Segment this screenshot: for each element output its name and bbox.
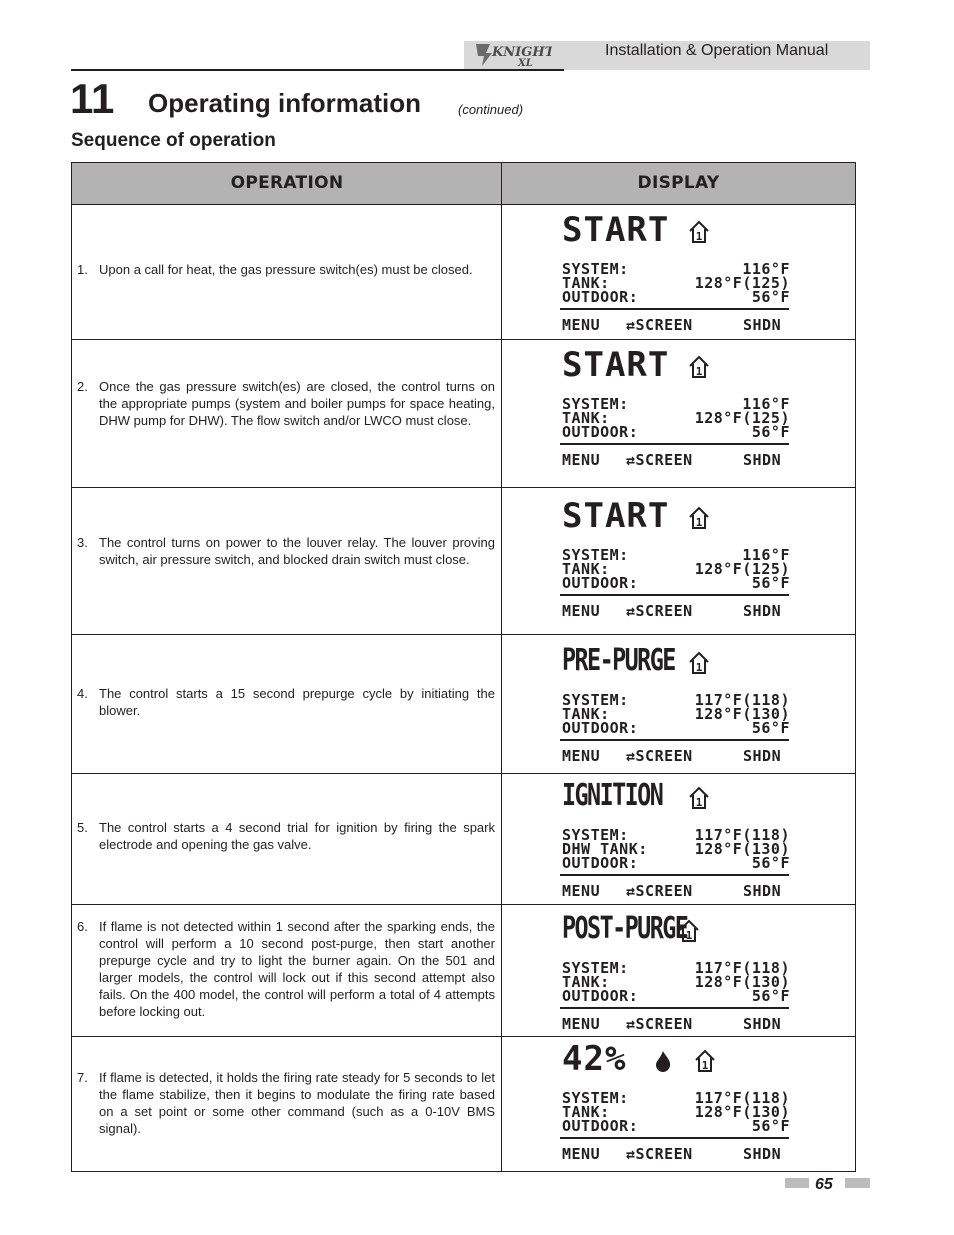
lcd-readings <box>562 262 790 304</box>
svg-text:XL: XL <box>518 58 533 69</box>
reading-label: SYSTEM: <box>562 826 629 844</box>
chapter-continued: (continued) <box>458 102 524 117</box>
reading-label: OUTDOOR: <box>562 574 639 592</box>
reading-value: 128°F(130) <box>694 840 790 858</box>
zone-house-icon <box>688 506 710 530</box>
reading-label: SYSTEM: <box>562 260 629 278</box>
step-number: 7. <box>77 1070 88 1085</box>
lcd-reading-line <box>562 290 790 304</box>
reading-value: 128°F(130) <box>694 1103 790 1121</box>
reading-value: 117°F(118) <box>694 826 790 844</box>
reading-value: 128°F(125) <box>694 560 790 578</box>
step-number: 2. <box>77 379 88 394</box>
reading-value: 116°F <box>742 260 790 278</box>
screen-softkey: ⇄SCREEN <box>626 451 693 469</box>
operation-step <box>77 534 495 568</box>
step-text: The control starts a 15 second prepurge cycle by initiating the blower. <box>99 686 495 718</box>
step-text: The control turns on power to the louver relay. The louver proving switch, air pressure switch, and blocked drain switch must close. <box>99 535 495 567</box>
shutdown-softkey: SHDN <box>743 451 782 469</box>
lcd-divider <box>560 739 789 741</box>
reading-label: TANK: <box>562 560 610 578</box>
table-row <box>72 905 855 1037</box>
lcd-divider <box>560 1007 789 1009</box>
zone-house-icon <box>688 220 710 244</box>
reading-value: 56°F <box>751 719 790 737</box>
menu-softkey: MENU <box>562 882 601 900</box>
page-bar-left <box>785 1178 809 1188</box>
reading-label: DHW TANK: <box>562 840 648 858</box>
lcd-divider <box>560 443 789 445</box>
reading-label: TANK: <box>562 274 610 292</box>
zone-number: 1 <box>695 796 703 809</box>
shutdown-softkey: SHDN <box>743 1145 782 1163</box>
step-text: If flame is detected, it holds the firing rate steady for 5 seconds to let the flame stabilize, then it begins to modulate the firing rate based on a set point or some other command (such as a 0-10V BMS signal). <box>99 1070 495 1136</box>
lcd-display <box>560 776 800 906</box>
reading-value: 117°F(118) <box>694 691 790 709</box>
zone-number: 1 <box>701 1059 709 1072</box>
shutdown-softkey: SHDN <box>743 747 782 765</box>
table-row <box>72 488 855 635</box>
reading-label: TANK: <box>562 705 610 723</box>
zone-house-icon <box>688 786 710 810</box>
lcd-reading-line <box>562 425 790 439</box>
lcd-reading-line <box>562 721 790 735</box>
flame-icon <box>654 1049 672 1073</box>
shutdown-softkey: SHDN <box>743 1015 782 1033</box>
lcd-readings <box>562 828 790 870</box>
reading-value: 56°F <box>751 1117 790 1135</box>
reading-label: OUTDOOR: <box>562 1117 639 1135</box>
menu-softkey: MENU <box>562 316 601 334</box>
zone-number: 1 <box>695 661 703 674</box>
operation-step <box>77 1069 495 1137</box>
lcd-readings <box>562 548 790 590</box>
reading-value: 117°F(118) <box>694 1089 790 1107</box>
operation-step <box>77 378 495 429</box>
reading-label: SYSTEM: <box>562 546 629 564</box>
shutdown-softkey: SHDN <box>743 882 782 900</box>
chapter-title: Operating information <box>148 88 421 118</box>
menu-softkey: MENU <box>562 602 601 620</box>
step-text: Upon a call for heat, the gas pressure switch(es) must be closed. <box>99 262 473 277</box>
screen-softkey: ⇄SCREEN <box>626 747 693 765</box>
lcd-readings <box>562 1091 790 1133</box>
screen-softkey: ⇄SCREEN <box>626 882 693 900</box>
reading-label: TANK: <box>562 1103 610 1121</box>
reading-value: 128°F(130) <box>694 705 790 723</box>
zone-house-icon <box>688 651 710 675</box>
reading-label: OUTDOOR: <box>562 854 639 872</box>
reading-value: 116°F <box>742 395 790 413</box>
table-header <box>72 163 855 205</box>
shutdown-softkey: SHDN <box>743 602 782 620</box>
lcd-display <box>560 496 800 626</box>
step-number: 5. <box>77 820 88 835</box>
lcd-divider <box>560 308 789 310</box>
zone-house-icon <box>678 919 700 943</box>
operation-step <box>77 819 495 853</box>
zone-number: 1 <box>695 365 703 378</box>
lcd-status: POST-PURGE <box>562 911 688 946</box>
menu-softkey: MENU <box>562 747 601 765</box>
lcd-status: START <box>562 496 670 536</box>
reading-value: 116°F <box>742 546 790 564</box>
reading-label: TANK: <box>562 409 610 427</box>
lcd-reading-line <box>562 989 790 1003</box>
zone-house-icon <box>688 355 710 379</box>
lcd-status: START <box>562 210 670 250</box>
page-bar-right <box>845 1178 870 1188</box>
table-row <box>72 340 855 488</box>
screen-softkey: ⇄SCREEN <box>626 316 693 334</box>
reading-value: 117°F(118) <box>694 959 790 977</box>
lcd-divider <box>560 874 789 876</box>
lcd-reading-line <box>562 576 790 590</box>
reading-label: TANK: <box>562 973 610 991</box>
reading-value: 128°F(130) <box>694 973 790 991</box>
lcd-display <box>560 345 800 475</box>
lcd-status: START <box>562 345 670 385</box>
reading-value: 56°F <box>751 987 790 1005</box>
reading-label: SYSTEM: <box>562 1089 629 1107</box>
step-text: The control starts a 4 second trial for ignition by firing the spark electrode and opening the gas valve. <box>99 820 495 852</box>
reading-value: 56°F <box>751 288 790 306</box>
table-row <box>72 205 855 340</box>
table-row <box>72 774 855 905</box>
lcd-display <box>560 210 800 340</box>
reading-label: OUTDOOR: <box>562 423 639 441</box>
menu-softkey: MENU <box>562 451 601 469</box>
reading-value: 128°F(125) <box>694 409 790 427</box>
zone-number: 1 <box>695 516 703 529</box>
screen-softkey: ⇄SCREEN <box>626 1015 693 1033</box>
shutdown-softkey: SHDN <box>743 316 782 334</box>
header-operation: OPERATION <box>230 173 344 193</box>
lcd-status: PRE-PURGE <box>562 643 675 678</box>
lcd-readings <box>562 397 790 439</box>
screen-softkey: ⇄SCREEN <box>626 602 693 620</box>
reading-label: OUTDOOR: <box>562 719 639 737</box>
menu-softkey: MENU <box>562 1015 601 1033</box>
reading-label: OUTDOOR: <box>562 987 639 1005</box>
section-title: Sequence of operation <box>71 130 276 151</box>
operation-step <box>77 685 495 719</box>
reading-label: OUTDOOR: <box>562 288 639 306</box>
zone-number: 1 <box>695 230 703 243</box>
page-number: 65 <box>815 1176 833 1193</box>
step-text: Once the gas pressure switch(es) are closed, the control turns on the appropriate pumps (system and boiler pumps for space heating, DHW pump for DHW). The flow switch and/or LWCO must close. <box>99 379 495 428</box>
lcd-divider <box>560 1137 789 1139</box>
lcd-reading-line <box>562 1119 790 1133</box>
lcd-readings <box>562 961 790 1003</box>
header-rule <box>71 69 564 71</box>
step-number: 1. <box>77 262 88 277</box>
knight-xl-logo <box>472 41 552 69</box>
lcd-divider <box>560 594 789 596</box>
lcd-display <box>560 1039 800 1169</box>
step-number: 4. <box>77 686 88 701</box>
screen-softkey: ⇄SCREEN <box>626 1145 693 1163</box>
reading-value: 56°F <box>751 574 790 592</box>
reading-value: 56°F <box>751 854 790 872</box>
manual-title: Installation & Operation Manual <box>605 42 829 59</box>
reading-label: SYSTEM: <box>562 395 629 413</box>
lcd-display <box>560 641 800 771</box>
table-row <box>72 1037 855 1171</box>
step-text: If flame is not detected within 1 second after the sparking ends, the control will perform a 10 second post-purge, then start another prepurge cycle and try to light the burner again. On the 501 and larger models, the control will lock out if this second attempt also fails. On the 400 model, the control will perform a total of 4 attempts before locking out. <box>99 919 495 1019</box>
operation-step <box>77 261 495 278</box>
operation-step <box>77 918 495 1020</box>
lcd-reading-line <box>562 856 790 870</box>
chapter-number: 11 <box>70 75 115 122</box>
zone-house-icon <box>694 1049 716 1073</box>
header-display: DISPLAY <box>637 173 720 193</box>
reading-value: 56°F <box>751 423 790 441</box>
sequence-table <box>71 162 856 1172</box>
table-row <box>72 635 855 774</box>
step-number: 6. <box>77 919 88 934</box>
svg-text:KNIGHT: KNIGHT <box>492 45 552 60</box>
step-number: 3. <box>77 535 88 550</box>
reading-value: 128°F(125) <box>694 274 790 292</box>
lcd-display <box>560 909 800 1039</box>
reading-label: SYSTEM: <box>562 959 629 977</box>
menu-softkey: MENU <box>562 1145 601 1163</box>
lcd-readings <box>562 693 790 735</box>
lcd-status: IGNITION <box>562 778 663 813</box>
reading-label: SYSTEM: <box>562 691 629 709</box>
lcd-status: 42% <box>562 1039 627 1079</box>
zone-number: 1 <box>685 929 693 942</box>
